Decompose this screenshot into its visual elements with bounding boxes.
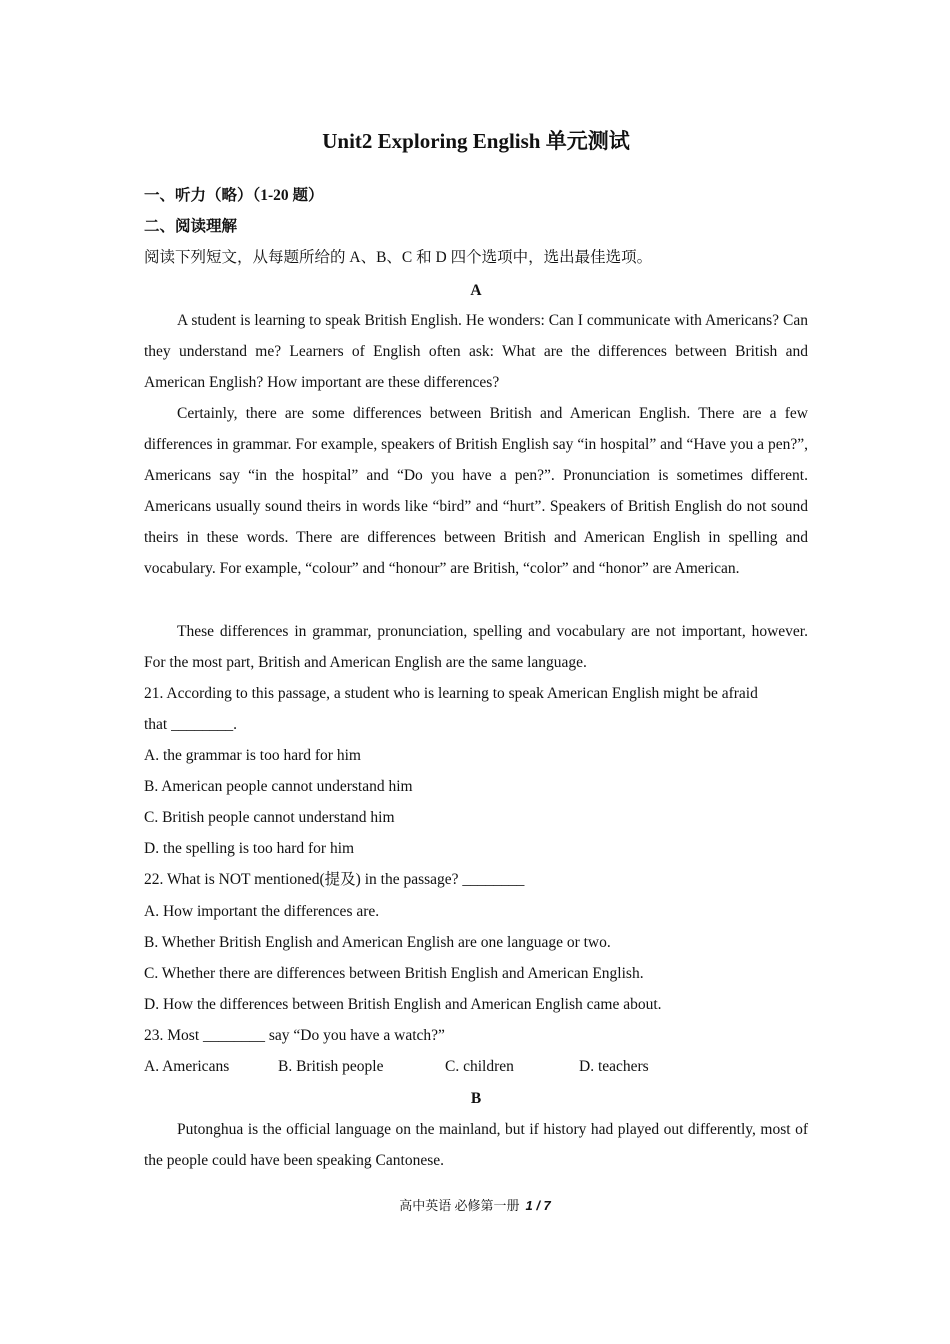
question-21-stem: 21. According to this passage, a student who is learning to speak American English might be afraid [144, 685, 758, 702]
question-23-option-b: B. British people [278, 1058, 384, 1075]
question-21-option-c: C. British people cannot understand him [144, 809, 395, 826]
footer-text: 高中英语 必修第一册 [399, 1198, 520, 1213]
question-23-option-c: C. children [445, 1058, 514, 1075]
instructions: 阅读下列短文，从每题所给的 A、B、C 和 D 四个选项中，选出最佳选项。 [144, 249, 653, 266]
page-footer [0, 1194, 950, 1218]
question-22-stem: 22. What is NOT mentioned(提及) in the passage? ________ [144, 871, 525, 888]
question-21-option-d: D. the spelling is too hard for him [144, 840, 355, 857]
question-22-option-c: C. Whether there are differences between British English and American English. [144, 965, 644, 982]
passage-a-paragraph-3: These differences in grammar, pronunciation, spelling and vocabulary are not important, however. For the most part, British and American English are the same language. [144, 623, 808, 672]
passage-b-label: B [470, 1090, 482, 1107]
question-23-option-d: D. teachers [579, 1058, 649, 1075]
passage-a-paragraph-1: A student is learning to speak British English. He wonders: Can I communicate with Americans? Can they understand me? Learners of English often ask: What are the differences between British and American English? How important are these differences? [144, 312, 808, 392]
section-reading-heading: 二、阅读理解 [144, 218, 238, 235]
passage-a-label: A [470, 282, 482, 299]
passage-b-paragraph-1: Putonghua is the official language on the mainland, but if history had played out differently, most of the people could have been speaking Cantonese. [144, 1121, 808, 1170]
question-23-option-a: A. Americans [144, 1058, 230, 1075]
passage-a-paragraph-2: Certainly, there are some differences between British and American English. There are a few differences in grammar. For example, speakers of British English say “in hospital” and “Have you a pen?”, Americans say “in the hospital” and “Do you have a pen?”. Pronunciation is sometimes different. Americans usually sound theirs in words like “bird” and “hurt”. Speakers of British English do not sound theirs in these words. There are differences between British and American English in spelling and vocabulary. For example, “colour” and “honour” are British, “color” and “honor” are American. [144, 405, 808, 578]
question-22-option-d: D. How the differences between British English and American English came about. [144, 996, 662, 1013]
question-23-stem: 23. Most ________ say “Do you have a watch?” [144, 1027, 445, 1044]
question-22-option-b: B. Whether British English and American English are one language or two. [144, 934, 611, 951]
question-21-stem-cont: that ________. [144, 716, 237, 733]
question-21-option-b: B. American people cannot understand him [144, 778, 413, 795]
question-22-option-a: A. How important the differences are. [144, 903, 380, 920]
question-21-option-a: A. the grammar is too hard for him [144, 747, 361, 764]
page-number: 1 / 7 [525, 1198, 551, 1213]
page-title: Unit2 Exploring English 单元测试 [322, 129, 630, 153]
section-listening-heading: 一、听力（略）（1-20 题） [144, 187, 324, 204]
question-23-options [144, 1051, 808, 1082]
